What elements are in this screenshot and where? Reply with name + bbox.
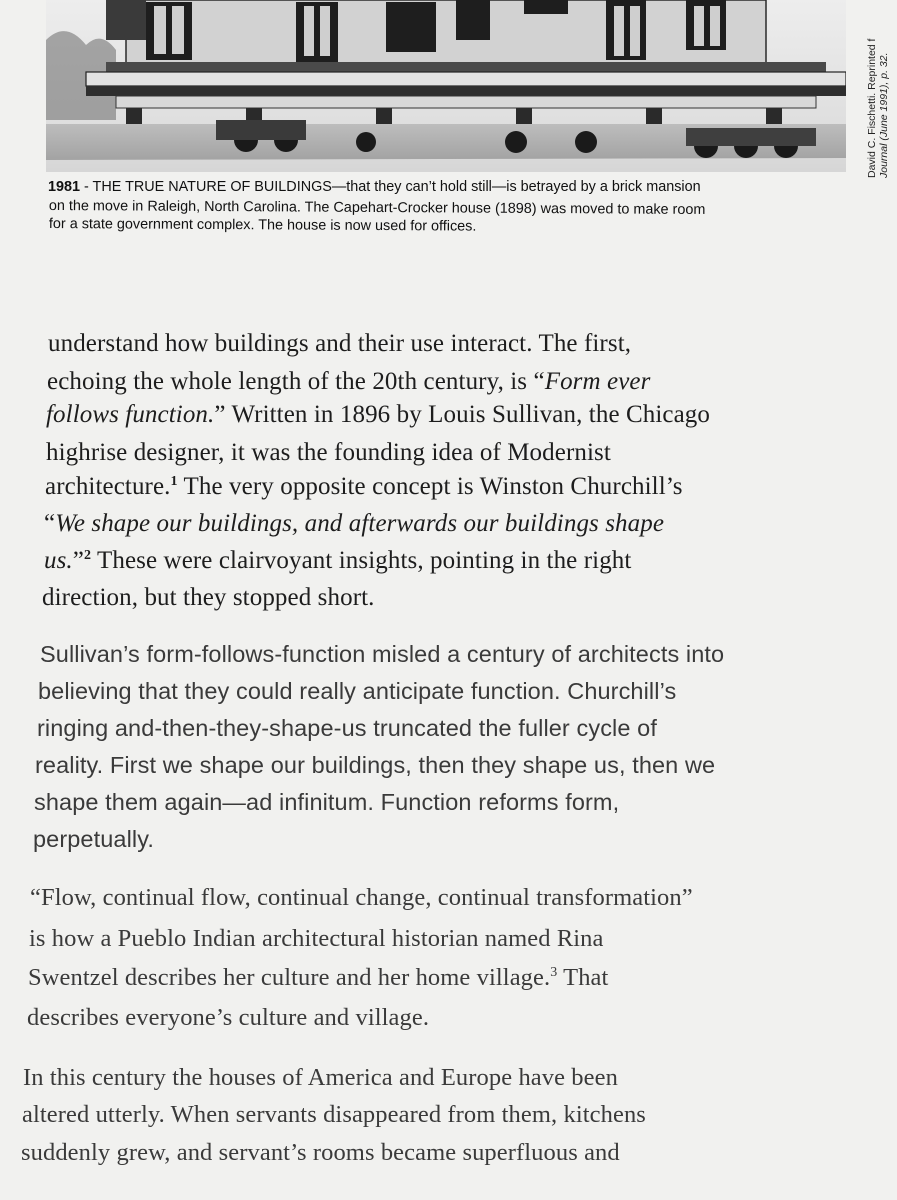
p2-line-4: reality. First we shape our buildings, then they shape us, then we <box>35 752 716 778</box>
photo-credit-line-2: Journal (June 1991), p. 32. <box>878 52 890 178</box>
p1-line-5-text-b: The very opposite concept is Winston Churchill’s <box>177 473 683 500</box>
p3-line-4: describes everyone’s culture and village. <box>27 1004 430 1031</box>
p1-quote-sullivan-a: Form ever <box>544 368 651 395</box>
p1-quote-churchill-a: We shape our buildings, and afterwards our buildings shape <box>55 510 665 537</box>
p2-line-6: perpetually. <box>33 826 154 852</box>
caption-year: 1981 <box>48 179 81 195</box>
p1-line-8: direction, but they stopped short. <box>42 584 375 611</box>
p2-line-2: believing that they could really anticipate function. Churchill’s <box>38 678 677 704</box>
p3-line-2: is how a Pueblo Indian architectural historian named Rina <box>29 925 604 952</box>
caption-line-2: on the move in Raleigh, North Carolina. The Capehart-Crocker house (1898) was moved to make room <box>48 197 706 218</box>
p1-quote-churchill-b: us. <box>44 547 73 574</box>
caption-line-1-text: - THE TRUE NATURE OF BUILDINGS—that they can’t hold still—is betrayed by a brick mansion <box>80 179 701 195</box>
p1-line-5-text-a: architecture. <box>45 473 171 500</box>
p1-open-quote: “ <box>44 510 56 537</box>
caption-line-3: for a state government complex. The house is now used for offices. <box>48 215 477 235</box>
footnote-ref-3[interactable]: 3 <box>550 965 558 980</box>
p3-line-3-text-a: Swentzel describes her culture and her home village. <box>28 964 551 991</box>
p4-line-2: altered utterly. When servants disappeared from them, kitchens <box>22 1101 646 1128</box>
footnote-ref-2[interactable]: 2 <box>83 548 92 563</box>
p3-line-3-text-b: That <box>557 964 609 991</box>
p1-line-1: understand how buildings and their use interact. The first, <box>48 330 632 357</box>
p1-close-quote: ” <box>72 547 84 574</box>
p3-line-1: “Flow, continual flow, continual change, continual transformation” <box>30 884 693 911</box>
p1-line-3-text: ” Written in 1896 by Louis Sullivan, the Chicago <box>214 401 711 428</box>
photo-credit-line-1: David C. Fischetti. Reprinted f <box>866 38 878 178</box>
p1-line-2-text: echoing the whole length of the 20th century, is “ <box>47 368 545 395</box>
p1-line-4: highrise designer, it was the founding idea of Modernist <box>46 439 611 466</box>
p4-line-3: suddenly grew, and servant’s rooms became superfluous and <box>21 1139 620 1166</box>
p2-line-1: Sullivan’s form-follows-function misled a century of architects into <box>40 641 725 667</box>
p2-line-5: shape them again—ad infinitum. Function reforms form, <box>34 789 620 815</box>
p1-line-7-text: These were clairvoyant insights, pointing in the right <box>91 547 632 574</box>
p1-quote-sullivan-b: follows function. <box>46 401 215 428</box>
p4-line-1: In this century the houses of America and Europe have been <box>23 1064 618 1091</box>
p2-line-3: ringing and-then-they-shape-us truncated the fuller cycle of <box>37 715 657 741</box>
footnote-ref-1[interactable]: 1 <box>170 474 178 489</box>
